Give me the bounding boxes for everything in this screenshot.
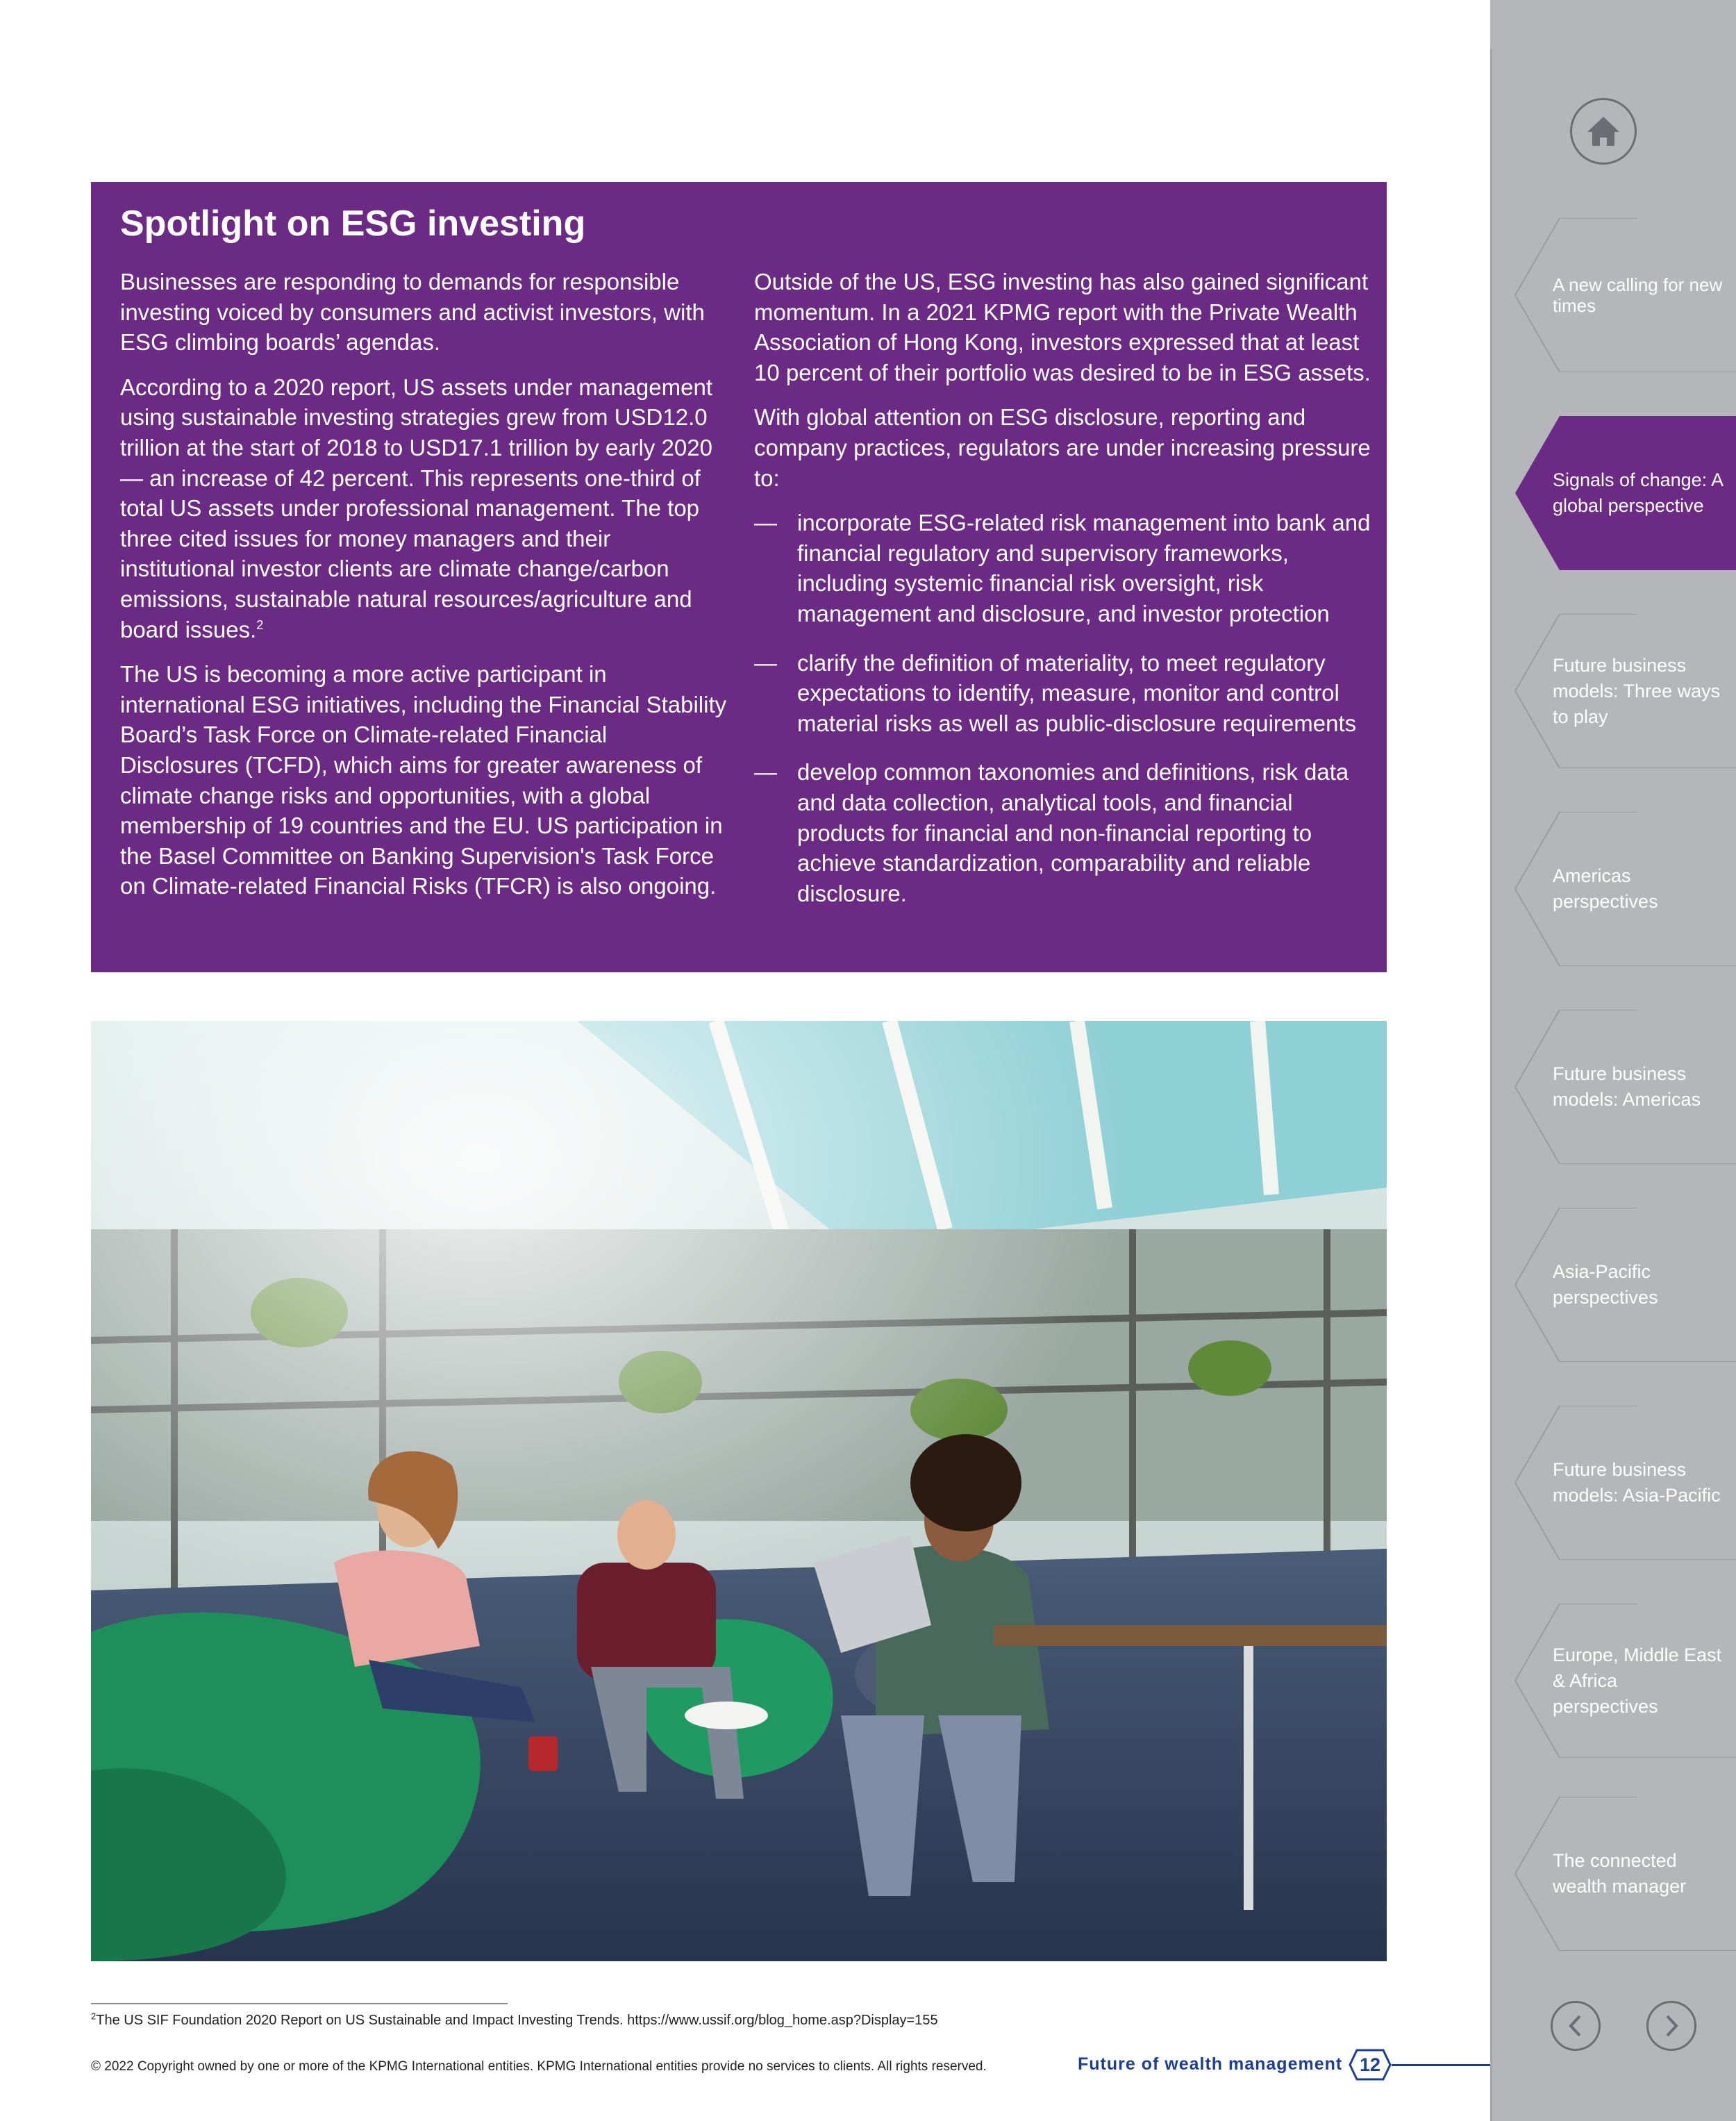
chevron-right-icon: [1661, 2013, 1682, 2038]
footnote-text: The US SIF Foundation 2020 Report on US Sustainable and Impact Investing Trends. https://www.ussif.org/blog_home.asp?Display=155: [96, 2013, 938, 2028]
previous-page-button[interactable]: [1551, 2001, 1601, 2051]
nav-item-label: Americas perspectives: [1553, 865, 1658, 912]
chevron-left-icon: [1565, 2013, 1586, 2038]
nav-item-label: Future business models: Asia-Pacific: [1553, 1459, 1721, 1506]
paragraph-us-participation: The US is becoming a more active participant in international ESG initiatives, including the Financial Stability Board’s Task Force on Climate-related Financial Disclosures (TCFD), which aims for greater awareness of climate change risks and opportunities, with a global membership of 19 countries and the EU. US participation in the Basel Committee on Banking Supervision's Task Force on Climate-related Financial Risks (TFCR) is also ongoing.: [120, 661, 727, 899]
list-item-text: clarify the definition of materiality, to meet regulatory expectations to identify, measure, monitor and control material risks as well as public-disclosure requirements: [797, 649, 1357, 736]
nav-item-label: Future business models: Americas: [1553, 1063, 1701, 1110]
list-item: [754, 757, 1372, 908]
footnote-divider: [91, 2003, 508, 2004]
nav-item-label: The connected wealth manager: [1553, 1850, 1687, 1897]
nav-item-business-models-americas[interactable]: [1514, 1010, 1736, 1164]
paragraph-us-assets-text: According to a 2020 report, US assets under management using sustainable investing strategies grew from USD12.0 trillion at the start of 2018 to USD17.1 trillion by early 2020 — an increase of 42 percent. This represents one-third of total US assets under professional management. The top three cited issues for money managers and their institutional investor clients are climate change/carbon emissions, sustainable natural resources/agriculture and board issues.: [120, 374, 712, 642]
nav-item-three-ways-to-play[interactable]: [1514, 614, 1736, 768]
footnote-reference[interactable]: 2: [256, 617, 264, 632]
nav-item-signals-of-change[interactable]: [1514, 416, 1736, 570]
bullet-dash: —: [754, 759, 777, 785]
right-column: [754, 267, 1372, 927]
nav-item-americas-perspectives[interactable]: [1514, 812, 1736, 966]
paragraph-responsible-investing: Businesses are responding to demands for responsible investing voiced by consumers and activist investors, with ESG climbing boards’ agendas.: [120, 269, 705, 356]
list-item-text: develop common taxonomies and definitions, risk data and data collection, analytical tools, and financial products for financial and non-financial reporting to achieve standardization, comparability and reliable disclosure.: [797, 759, 1349, 906]
next-page-button[interactable]: [1646, 2001, 1696, 2051]
spotlight-box: [91, 182, 1387, 972]
photo-illustration: [91, 1021, 1387, 1961]
nav-item-connected-wealth-manager[interactable]: [1514, 1797, 1736, 1951]
page-number: 12: [1359, 2054, 1381, 2075]
paragraph-outside-us: Outside of the US, ESG investing has also gained significant momentum. In a 2021 KPMG report with the Private Wealth Association of Hong Kong, investors expressed that at least 10 percent of their portfolio was desired to be in ESG assets.: [754, 269, 1371, 385]
office-meeting-photo: [91, 1021, 1387, 1961]
list-item-text: incorporate ESG-related risk management into bank and financial regulatory and supervisory frameworks, including systemic financial risk oversight, risk management and disclosure, and investor protection: [797, 510, 1371, 626]
copyright-notice: © 2022 Copyright owned by one or more of the KPMG International entities. KPMG International entities provide no services to clients. All rights reserved.: [91, 2059, 987, 2074]
nav-item-asia-pacific-perspectives[interactable]: [1514, 1208, 1736, 1362]
left-column: [120, 267, 731, 916]
nav-item-label: Europe, Middle East & Africa perspectives: [1553, 1644, 1722, 1717]
regulator-pressure-list: [754, 508, 1372, 908]
home-icon: [1585, 114, 1622, 149]
footer-rule: [1392, 2064, 1490, 2066]
sidebar-divider: [1490, 49, 1492, 2121]
spotlight-title: Spotlight on ESG investing: [120, 203, 586, 244]
bullet-dash: —: [754, 510, 777, 536]
nav-item-label: Future business models: Three ways to play: [1553, 654, 1721, 727]
list-item: [754, 508, 1372, 629]
footnote: [91, 2013, 938, 2029]
paragraph-regulators: With global attention on ESG disclosure, reporting and company practices, regulators are under increasing pressure to:: [754, 404, 1371, 491]
document-title: Future of wealth management: [1078, 2054, 1343, 2074]
nav-item-business-models-asia-pacific[interactable]: [1514, 1406, 1736, 1560]
bullet-dash: —: [754, 649, 777, 676]
nav-item-new-calling[interactable]: [1514, 218, 1736, 372]
nav-item-label: Signals of change: A global perspective: [1553, 469, 1723, 516]
home-button[interactable]: [1570, 98, 1637, 165]
list-item: [754, 648, 1372, 739]
nav-item-label: Asia-Pacific perspectives: [1553, 1261, 1658, 1308]
paragraph-us-assets: [120, 372, 731, 644]
nav-item-emea-perspectives[interactable]: [1514, 1604, 1736, 1758]
nav-item-label: A new calling for new times: [1553, 274, 1723, 316]
footnote-number: 2: [91, 2011, 97, 2022]
